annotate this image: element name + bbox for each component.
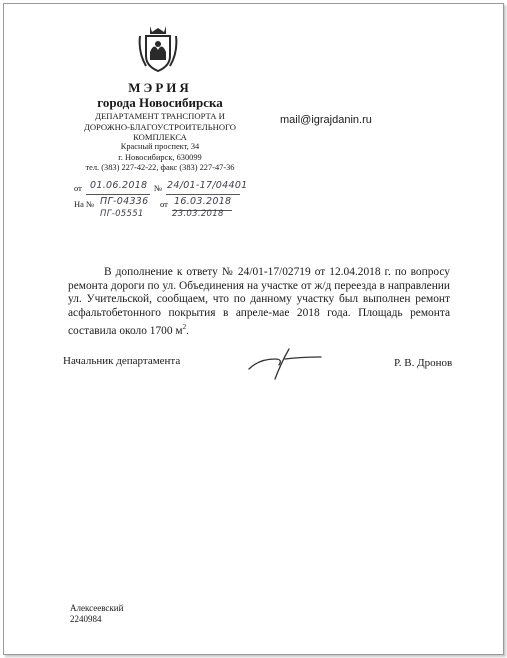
letterhead-address [55, 142, 265, 174]
executor-name: Алексеевский [70, 603, 124, 613]
outgoing-number: 24/01-17/04401 [167, 180, 248, 191]
incoming-date-2: 23.03.2018 [172, 209, 224, 219]
letterhead-title: МЭРИЯ [128, 80, 192, 95]
area-unit-superscript: 2 [182, 322, 187, 331]
address-phones: тел. (383) 227-42-22, факс (383) 227-47-36 [85, 163, 235, 172]
number-underline [166, 194, 240, 195]
recipient-email: mail@igrajdanin.ru [280, 114, 372, 126]
date-underline [86, 194, 150, 195]
handwritten-signature-icon [245, 345, 325, 381]
department-line: ДЕПАРТАМЕНТ ТРАНСПОРТА И [95, 111, 225, 121]
number-label: № [154, 183, 163, 193]
on-number-label: На № [74, 199, 95, 209]
signer-position: Начальник департамента [63, 355, 181, 367]
letterhead-city: города Новосибирска [97, 95, 223, 110]
city-coat-of-arms-icon [138, 22, 178, 74]
address-street: Красный проспект, 34 [120, 142, 200, 151]
incoming-number-2: ПГ-05551 [100, 209, 144, 219]
department-line: ДОРОЖНО-БЛАГОУСТРОИТЕЛЬНОГО [83, 121, 237, 132]
executor-phone: 2240984 [70, 614, 102, 624]
incoming-from-label: от [160, 199, 168, 209]
signer-name: Р. В. Дронов [394, 357, 453, 369]
from-label: от [74, 183, 82, 193]
address-city: г. Новосибирск, 630099 [118, 152, 202, 162]
incoming-number: ПГ-04336 [100, 196, 149, 207]
department-line: КОМПЛЕКСА [133, 132, 187, 142]
letter-body-text: В дополнение к ответу № 24/01-17/02719 от 12.04.2018 г. по вопросу ремонта дороги по ул. Объединения на участке от ж/д переезда в направлении ул. Учительской, сообщаем, что по данному участку был выполнен ремонт асфальтобетонного покрытия в апреле-мае 2018 года. Площадь ремонта составила около 1700 м [68, 266, 450, 337]
letter-body-end: . [186, 324, 189, 337]
incoming-date: 16.03.2018 [174, 196, 232, 207]
letterhead-department [55, 111, 265, 143]
letter-body [68, 266, 450, 338]
letter-date: 01.06.2018 [90, 180, 148, 191]
